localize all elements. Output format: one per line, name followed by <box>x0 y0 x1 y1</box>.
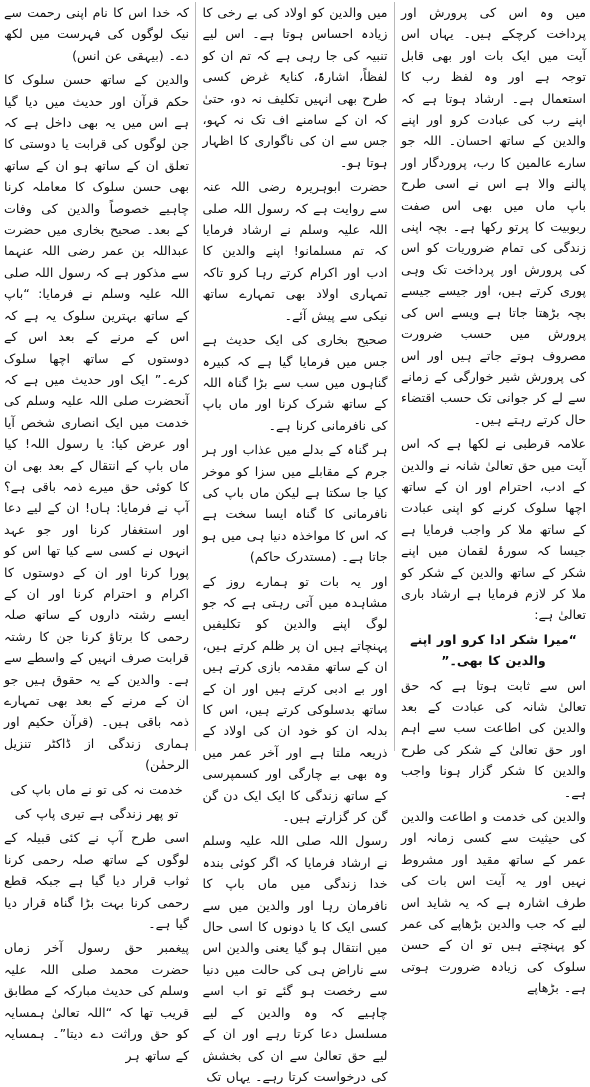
quoted-verse: “میرا شکر ادا کرو اور اپنے والدین کا بھی۔” <box>410 631 577 669</box>
newspaper-page <box>4 2 586 1084</box>
text-column-middle <box>202 2 388 1084</box>
paragraph: اسی طرح آپ نے کئی قبیلہ کے لوگوں کے ساتھ صلہ رحمی کرنا ثواب قرار دیا گیا ہے جبکہ قطع رحمی کرنا بہت بڑا گناہ قرار دیا گیا ہے۔ <box>4 830 189 932</box>
paragraph: علامہ قرطبی نے لکھا ہے کہ اس آیت میں حق تعالیٰ شانہ نے والدین کے ادب، احترام اور ان کے ساتھ اچھا سلوک کرنے کو اپنی عبادت کے ساتھ ملا کر واجب فرمایا ہے جیسا کہ سورۂ لقمان میں اپنے شکر کے ساتھ والدین کے شکر کو ملا کر لازم فرمایا ہے ارشاد باری تعالیٰ ہے: <box>401 436 586 623</box>
paragraph: اور یہ بات تو ہمارے روز کے مشاہدہ میں آتی رہتی ہے کہ جو لوگ اپنے والدین کو تکلیفیں پہنچاتے ہیں ان پر ظلم کرتے ہیں، ان کے ساتھ مقدمہ بازی کرتے ہیں اور بے ادبی کرتے ہیں اور ان کے ساتھ بدسلوکی کرتے ہیں، اس کا بدلہ ان کو خود ان کی اولاد کے ذریعہ ملتا ہے اور آخر عمر میں وہ بھی بے چارگی اور کسمپرسی کے ساتھ زندگی کا ایک ایک دن گن گن کر گزارتے ہیں۔ <box>202 573 388 825</box>
paragraph: اس سے ثابت ہوتا ہے کہ حق تعالیٰ شانہ کی عبادت کے بعد والدین کی اطاعت سب سے اہم اور حق تعالیٰ کے شکر کی طرح والدین کا شکر گزار ہونا واجب ہے۔ <box>401 677 586 800</box>
poetry-line: تو پھر زندگی ہے تیری پاپ کی <box>14 806 179 822</box>
column-divider <box>394 2 395 751</box>
text-column-left <box>4 2 189 1063</box>
paragraph: والدین کے ساتھ حسن سلوک کا حکم قرآن اور حدیث میں دیا گیا ہے اس میں یہ بھی داخل ہے کہ جن لوگوں کی قرابت یا دوستی کا تعلق ان کے ساتھ ہو ان کے ساتھ بھی حسن سلوک کا معاملہ کرنا چاہیے خصوصاً والدین کی وفات کے بعد۔ صحیح بخاری میں حضرت عبداللہ بن عمر رضی اللہ عنہما سے مذکور ہے کہ رسول اللہ صلی اللہ علیہ وسلم نے فرمایا: “باپ کے ساتھ بہترین سلوک یہ ہے کہ اس کے مرنے کے بعد اس کے دوستوں کے ساتھ اچھا سلوک کرے۔” ایک اور حدیث میں ہے کہ آنحضرت صلی اللہ علیہ وسلم کی خدمت میں ایک انصاری شخص آیا اور عرض کیا: یا رسول اللہ! کیا ماں باپ کے انتقال کے بعد بھی ان کا کوئی حق میرے ذمہ باقی ہے؟ آپ نے فرمایا: ہاں! ان کے لیے دعا اور استغفار کرنا اور جو عہد انہوں نے کسی سے کیا تھا اس کو پورا کرنا اور ان کے دوستوں کا اکرام و احترام کرنا اور ان کے ایسے رشتہ داروں کے ساتھ صلہ رحمی کا برتاؤ کرنا جن کا رشتہ قرابت صرف انہیں کے واسطے سے ہے۔ والدین کے یہ حقوق ہیں جو ان کے مرنے کے بعد بھی تمہارے ذمہ باقی ہیں۔ (قرآن حکیم اور ہماری زندگی از ڈاکٹر تنزیل الرحمٰن) <box>4 72 189 773</box>
paragraph: والدین کی خدمت و اطاعت والدین کی حیثیت سے کسی زمانہ اور عمر کے ساتھ مقید اور مشروط نہیں اور یہ آیت اس بات کی طرف اشارہ ہے کہ یہ شاید اس لیے کہ جب والدین بڑھاپے کی عمر کو پہنچتے ہیں تو ان کے حسن سلوک کی زیادہ ضرورت ہوتی ہے۔ بڑھاپے <box>401 809 586 996</box>
paragraph: حضرت ابوہریرہ رضی اللہ عنہ سے روایت ہے کہ رسول اللہ صلی اللہ علیہ وسلم نے ارشاد فرمایا کہ تم مسلمانو! اپنے والدین کا ادب اور اکرام کرتے رہا کرو تاکہ تمہاری اولاد بھی تمہارے ساتھ نیکی سے پیش آئے۔ <box>202 179 388 323</box>
paragraph: صحیح بخاری کی ایک حدیث ہے جس میں فرمایا گیا ہے کہ کبیرہ گناہوں میں سب سے بڑا گناہ اللہ کے ساتھ شرک کرنا اور ماں باپ کی نافرمانی کرنا ہے۔ <box>202 332 388 433</box>
poetry-line: خدمت نہ کی تو نے ماں باپ کی <box>10 781 183 797</box>
column-divider <box>195 2 196 751</box>
paragraph: میں والدین کو اولاد کی بے رخی کا زیادہ احساس ہوتا ہے۔ اس لیے تنبیہ کی جا رہی ہے کہ تم ان کو لفظاً، اشارۃً، کنایۃً غرض کسی طرح بھی انہیں تکلیف نہ دو، حتیٰ کہ ان کے سامنے اف تک نہ کہو، جس سے ان کی ناگواری کا اظہار ہوتا ہو۔ <box>202 5 388 170</box>
text-column-right <box>401 2 586 996</box>
paragraph: میں وہ اس کی پرورش اور پرداخت کرچکے ہیں۔ یہاں اس آیت میں ایک بات اور بھی قابل توجہ ہے اور وہ لفظ رب کا استعمال ہے۔ ارشاد ہوتا ہے کہ اپنے رب کی عبادت کرو اور اپنے والدین کے ساتھ احسان۔ اللہ جو سارے عالمین کا رب، پروردگار اور پالنے والا ہے اس نے اسی طرح باپ ماں میں بھی اس صفت ربوبیت کا پرتو رکھا ہے۔ بچہ اپنی زندگی کی تمام ضروریات کو اس کی پرورش اور پرداخت تک وہی پوری کرتے ہیں، اور جیسے جیسے بچہ بڑھتا جاتا ہے ویسے اس کی پرورش میں حسب ضرورت مصروف ہوتے جاتے ہیں اور اس کی پرورش شیر خوارگی کے زمانے سے لے کر جوانی تک حسب اقتضاء حال کرتے رہتے ہیں۔ <box>401 5 586 427</box>
paragraph: رسول اللہ صلی اللہ علیہ وسلم نے ارشاد فرمایا کہ اگر کوئی بندہ خدا زندگی میں ماں باپ کا نافرمان رہا اور والدین میں سے کسی ایک کا یا دونوں کا اسی حال میں انتقال ہو گیا یعنی والدین اس سے ناراض ہی کی حالت میں دنیا سے رخصت ہو گئے تو اب اسے چاہیے کہ وہ والدین کے لیے مسلسل دعا کرتا رہے اور ان کے لیے حق تعالیٰ سے ان کی بخشش کی درخواست کرتا رہے۔ یہاں تک <box>202 833 388 1084</box>
paragraph: پیغمبر حق رسول آخر زماں حضرت محمد صلی اللہ علیہ وسلم کی حدیث مبارکہ کے مطابق قریب تھا کہ “اللہ تعالیٰ ہمسایہ کو حق وراثت دے دیتا”۔ ہمسایہ کے ساتھ ہر <box>4 940 189 1063</box>
paragraph: کہ خدا اس کا نام اپنی رحمت سے نیک لوگوں کی فہرست میں لکھ دے۔ (بیہقی عن انس) <box>4 5 189 63</box>
paragraph: ہر گناہ کے بدلے میں عذاب اور ہر جرم کے مقابلے میں سزا کو موخر کیا جا سکتا ہے لیکن ماں باپ کی نافرمانی کا گناہ ایسا سخت ہے کہ اس کا مواخذہ دنیا ہی میں ہو جاتا ہے۔ (مستدرک حاکم) <box>202 442 388 565</box>
